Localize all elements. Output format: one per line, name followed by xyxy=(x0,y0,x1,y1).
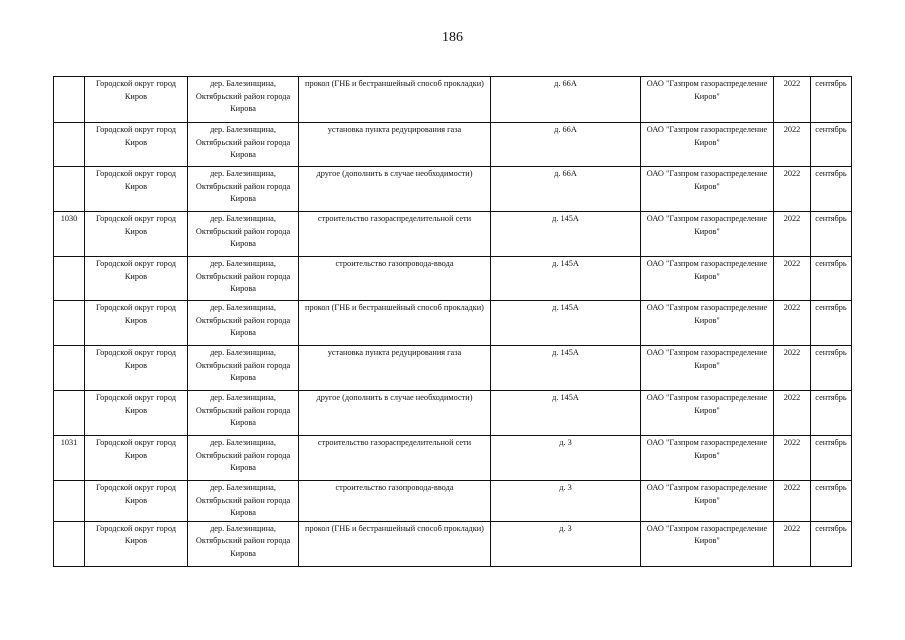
month-cell: сентябрь xyxy=(811,481,852,522)
table-row xyxy=(54,123,852,167)
row-number-cell xyxy=(54,77,85,123)
work-type-cell: другое (дополнить в случае необходимости) xyxy=(299,391,491,436)
year-cell: 2022 xyxy=(774,521,811,566)
month-cell: сентябрь xyxy=(811,436,852,481)
okrug-cell: Городской округ город Киров xyxy=(85,436,188,481)
organization-cell: ОАО "Газпром газораспределение Киров" xyxy=(641,301,774,346)
place-cell: дер. Балезинщина, Октябрьский район города Кирова xyxy=(188,123,299,167)
organization-cell: ОАО "Газпром газораспределение Киров" xyxy=(641,521,774,566)
house-cell: д. 66А xyxy=(491,167,641,212)
okrug-cell: Городской округ город Киров xyxy=(85,391,188,436)
place-cell: дер. Балезинщина, Октябрьский район города Кирова xyxy=(188,346,299,391)
row-number-cell xyxy=(54,391,85,436)
organization-cell: ОАО "Газпром газораспределение Киров" xyxy=(641,212,774,257)
row-number-cell xyxy=(54,123,85,167)
year-cell: 2022 xyxy=(774,301,811,346)
work-type-cell: строительство газораспределительной сети xyxy=(299,212,491,257)
table-row xyxy=(54,521,852,566)
place-cell: дер. Балезинщина, Октябрьский район города Кирова xyxy=(188,212,299,257)
row-number-cell xyxy=(54,167,85,212)
house-cell: д. 145А xyxy=(491,212,641,257)
organization-cell: ОАО "Газпром газораспределение Киров" xyxy=(641,436,774,481)
row-number-cell xyxy=(54,481,85,522)
table-row xyxy=(54,346,852,391)
table-row xyxy=(54,436,852,481)
okrug-cell: Городской округ город Киров xyxy=(85,123,188,167)
year-cell: 2022 xyxy=(774,257,811,301)
row-number-cell xyxy=(54,346,85,391)
year-cell: 2022 xyxy=(774,436,811,481)
okrug-cell: Городской округ город Киров xyxy=(85,167,188,212)
work-type-cell: строительство газопровода-ввода xyxy=(299,481,491,522)
house-cell: д. 3 xyxy=(491,521,641,566)
row-number-cell xyxy=(54,301,85,346)
year-cell: 2022 xyxy=(774,167,811,212)
work-type-cell: прокол (ГНБ и бестраншейный способ прокладки) xyxy=(299,521,491,566)
row-number-cell xyxy=(54,521,85,566)
okrug-cell: Городской округ город Киров xyxy=(85,346,188,391)
work-type-cell: строительство газораспределительной сети xyxy=(299,436,491,481)
work-type-cell: установка пункта редуцирования газа xyxy=(299,346,491,391)
work-type-cell: строительство газопровода-ввода xyxy=(299,257,491,301)
row-number-cell xyxy=(54,257,85,301)
row-number-cell: 1030 xyxy=(54,212,85,257)
okrug-cell: Городской округ город Киров xyxy=(85,481,188,522)
house-cell: д. 145А xyxy=(491,391,641,436)
house-cell: д. 145А xyxy=(491,257,641,301)
month-cell: сентябрь xyxy=(811,346,852,391)
year-cell: 2022 xyxy=(774,391,811,436)
year-cell: 2022 xyxy=(774,123,811,167)
organization-cell: ОАО "Газпром газораспределение Киров" xyxy=(641,391,774,436)
house-cell: д. 3 xyxy=(491,436,641,481)
year-cell: 2022 xyxy=(774,77,811,123)
organization-cell: ОАО "Газпром газораспределение Киров" xyxy=(641,123,774,167)
okrug-cell: Городской округ город Киров xyxy=(85,301,188,346)
organization-cell: ОАО "Газпром газораспределение Киров" xyxy=(641,481,774,522)
table-row xyxy=(54,301,852,346)
organization-cell: ОАО "Газпром газораспределение Киров" xyxy=(641,167,774,212)
house-cell: д. 145А xyxy=(491,346,641,391)
house-cell: д. 145А xyxy=(491,301,641,346)
month-cell: сентябрь xyxy=(811,123,852,167)
month-cell: сентябрь xyxy=(811,521,852,566)
place-cell: дер. Балезинщина, Октябрьский район города Кирова xyxy=(188,167,299,212)
organization-cell: ОАО "Газпром газораспределение Киров" xyxy=(641,257,774,301)
house-cell: д. 66А xyxy=(491,123,641,167)
okrug-cell: Городской округ город Киров xyxy=(85,257,188,301)
table-row xyxy=(54,391,852,436)
month-cell: сентябрь xyxy=(811,77,852,123)
house-cell: д. 66А xyxy=(491,77,641,123)
work-type-cell: установка пункта редуцирования газа xyxy=(299,123,491,167)
year-cell: 2022 xyxy=(774,346,811,391)
okrug-cell: Городской округ город Киров xyxy=(85,77,188,123)
month-cell: сентябрь xyxy=(811,391,852,436)
work-type-cell: другое (дополнить в случае необходимости) xyxy=(299,167,491,212)
table-row xyxy=(54,77,852,123)
page-number: 186 xyxy=(442,30,463,45)
month-cell: сентябрь xyxy=(811,167,852,212)
table-row xyxy=(54,481,852,522)
work-type-cell: прокол (ГНБ и бестраншейный способ прокладки) xyxy=(299,301,491,346)
okrug-cell: Городской округ город Киров xyxy=(85,212,188,257)
organization-cell: ОАО "Газпром газораспределение Киров" xyxy=(641,77,774,123)
table-row xyxy=(54,167,852,212)
table-row xyxy=(54,212,852,257)
place-cell: дер. Балезинщина, Октябрьский район города Кирова xyxy=(188,436,299,481)
month-cell: сентябрь xyxy=(811,301,852,346)
place-cell: дер. Балезинщина, Октябрьский район города Кирова xyxy=(188,481,299,522)
okrug-cell: Городской округ город Киров xyxy=(85,521,188,566)
place-cell: дер. Балезинщина, Октябрьский район города Кирова xyxy=(188,257,299,301)
year-cell: 2022 xyxy=(774,212,811,257)
house-cell: д. 3 xyxy=(491,481,641,522)
table-row xyxy=(54,257,852,301)
place-cell: дер. Балезинщина, Октябрьский район города Кирова xyxy=(188,391,299,436)
place-cell: дер. Балезинщина, Октябрьский район города Кирова xyxy=(188,77,299,123)
year-cell: 2022 xyxy=(774,481,811,522)
schedule-table xyxy=(53,76,852,567)
place-cell: дер. Балезинщина, Октябрьский район города Кирова xyxy=(188,521,299,566)
row-number-cell: 1031 xyxy=(54,436,85,481)
organization-cell: ОАО "Газпром газораспределение Киров" xyxy=(641,346,774,391)
place-cell: дер. Балезинщина, Октябрьский район города Кирова xyxy=(188,301,299,346)
work-type-cell: прокол (ГНБ и бестраншейный способ прокладки) xyxy=(299,77,491,123)
month-cell: сентябрь xyxy=(811,257,852,301)
month-cell: сентябрь xyxy=(811,212,852,257)
